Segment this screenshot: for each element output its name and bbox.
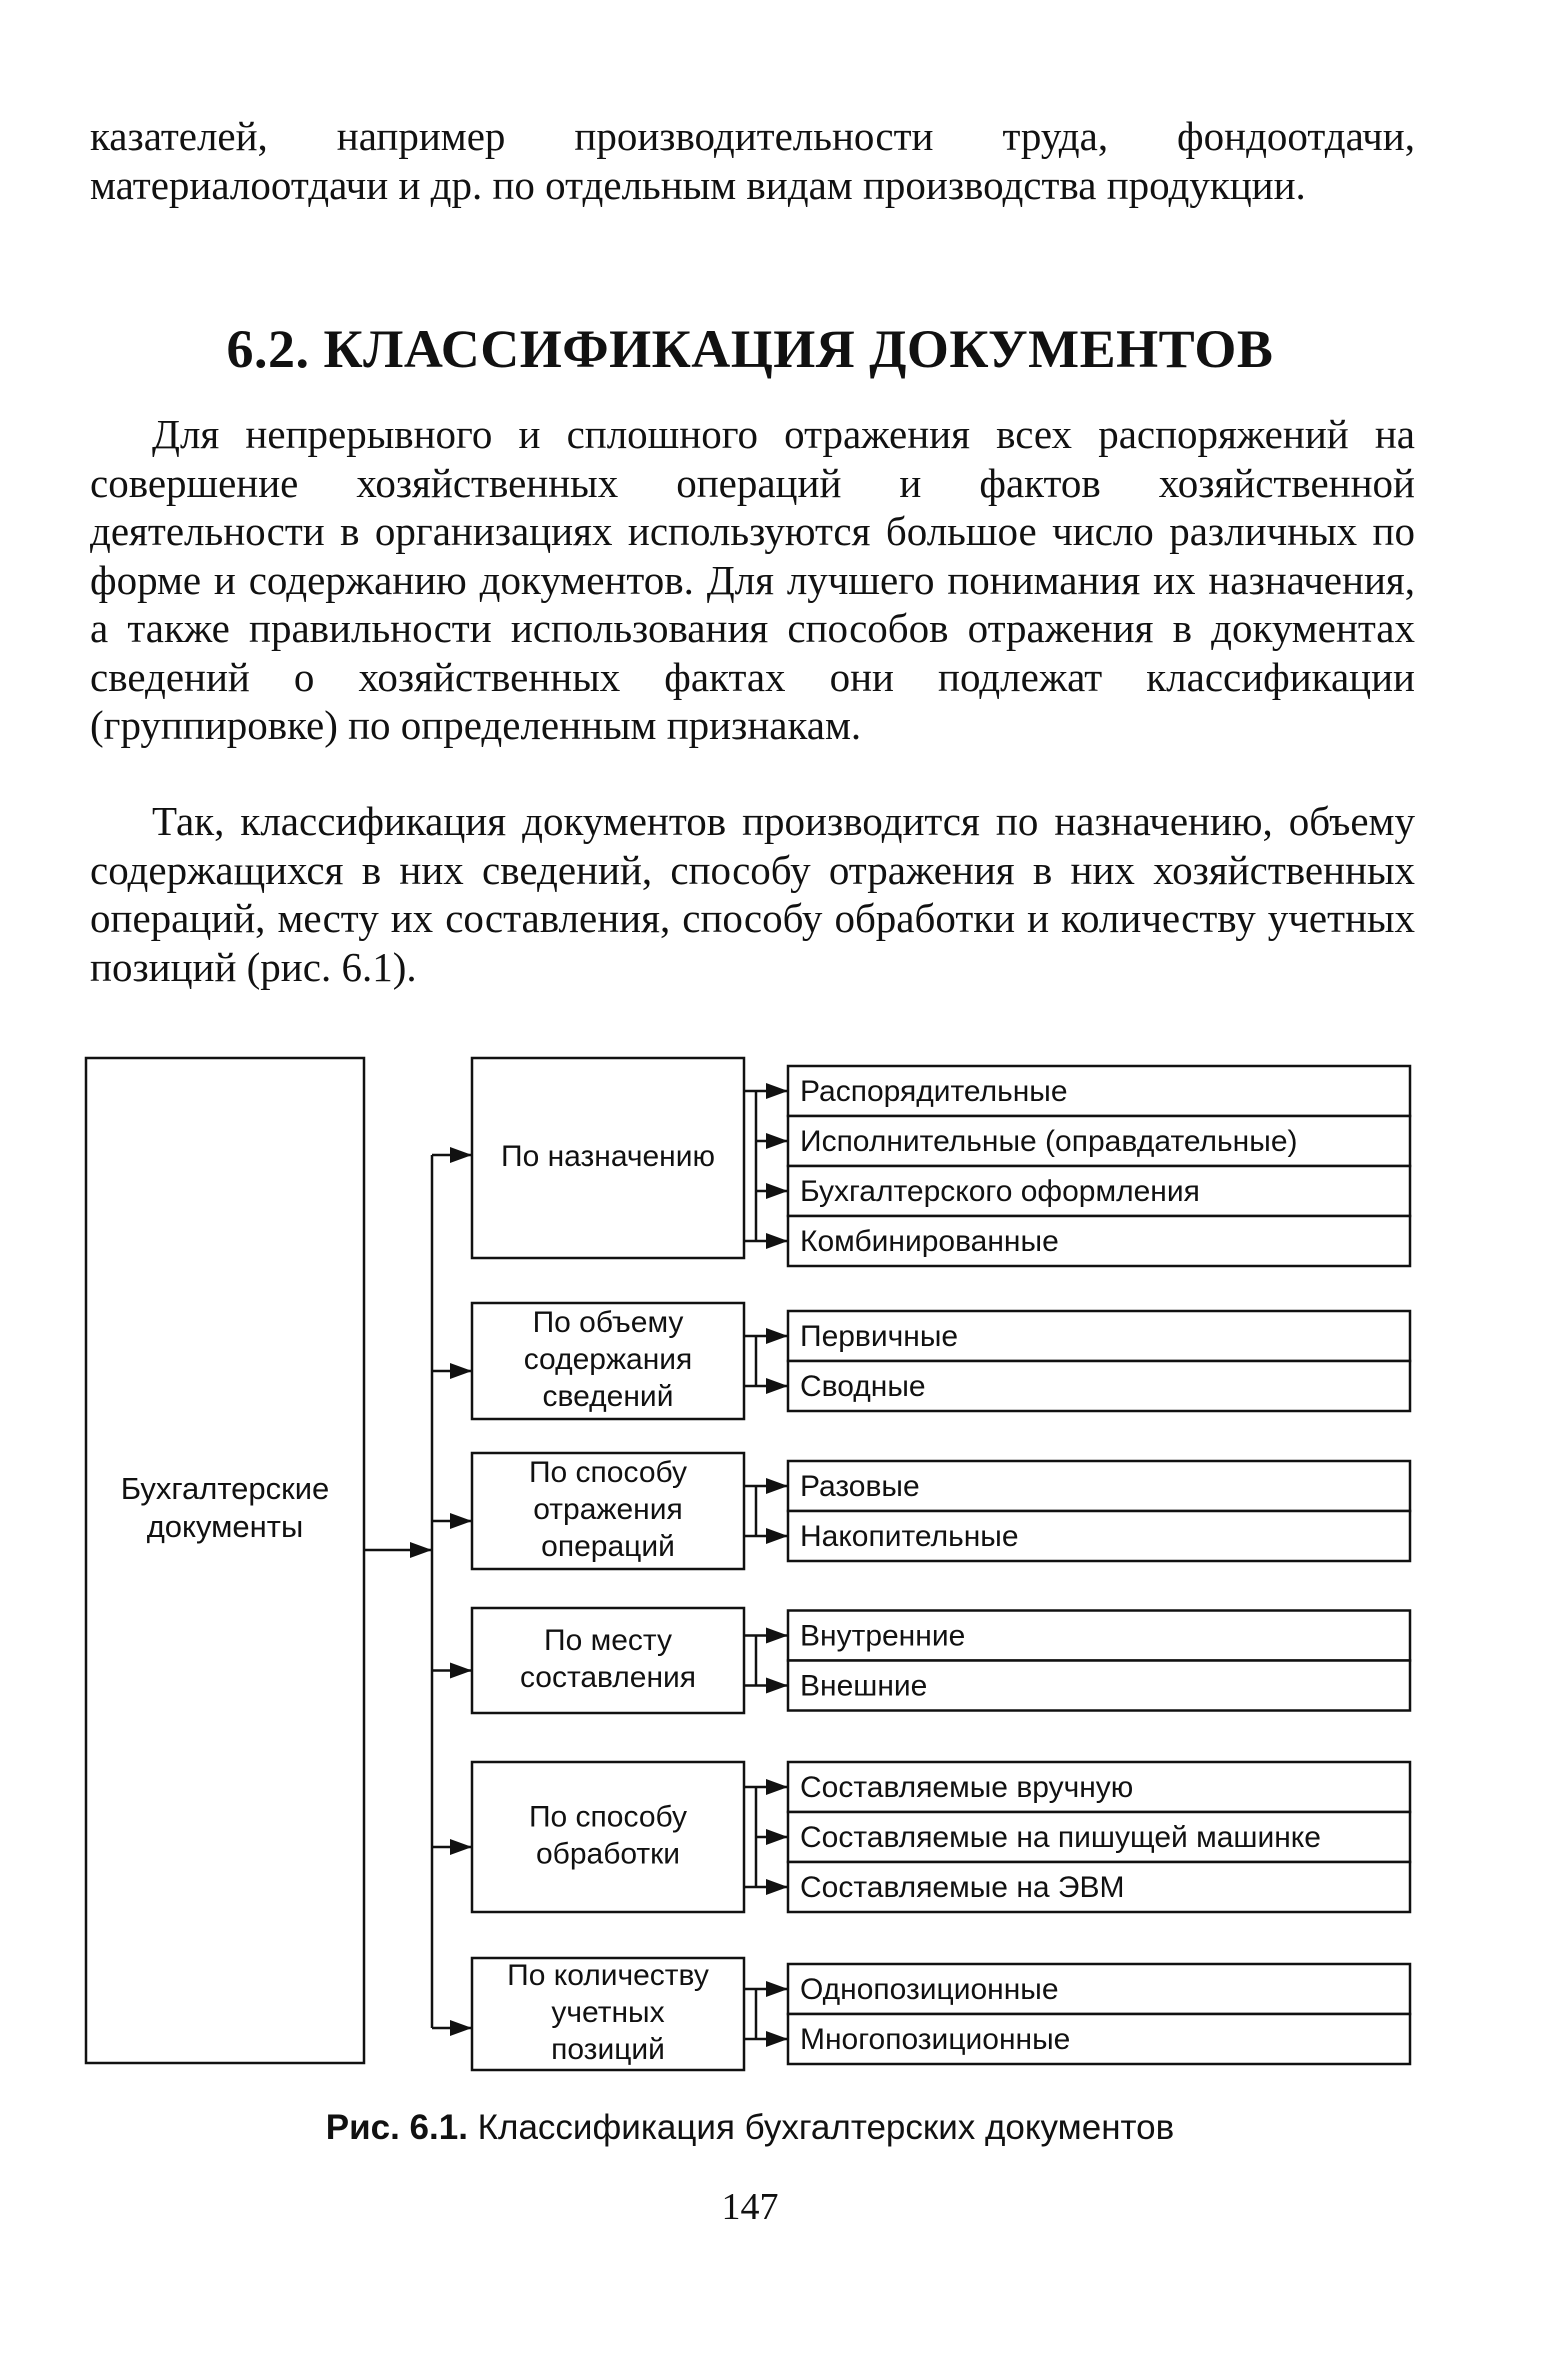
- paragraph-1: Для непрерывного и сплошного отражения всех распоряжений на совершение хозяйственных операций и фактов хозяйственной деятельности в организациях используются большое число различных по форме и содержанию документов. Для лучшего понимания их назначения, а также правильности использования способов отражения в документах сведений о хозяйственных фактах они подлежат классификации (группировке) по определенным признакам.: [90, 411, 1415, 748]
- group-3-item-1-label: Разовые: [800, 1469, 920, 1503]
- group-4-label-line-2: составления: [519, 1660, 697, 1694]
- group-3-arrow: [450, 1513, 472, 1529]
- group-6-label-line-2: учетных: [551, 1995, 665, 2029]
- group-3-item-2-arrow: [766, 1528, 788, 1544]
- group-1-item-2-label: Исполнительные (оправдательные): [800, 1124, 1298, 1158]
- group-2-item-1-arrow: [766, 1328, 788, 1344]
- group-2-label-line-3: сведений: [542, 1379, 674, 1413]
- group-6-item-2-label: Многопозиционные: [800, 2022, 1071, 2056]
- group-5-item-3-label: Составляемые на ЭВМ: [800, 1870, 1125, 1904]
- caption-text: Классификация бухгалтерских документов: [477, 2108, 1175, 2147]
- group-2-label-line-1: По объему: [532, 1305, 684, 1339]
- root-box: [86, 1058, 364, 2063]
- group-2-item-1-label: Первичные: [800, 1319, 959, 1353]
- group-4-label-line-1: По месту: [544, 1623, 672, 1657]
- group-5-label-line-1: По способу: [528, 1800, 688, 1834]
- group-6-item-1-arrow: [766, 1981, 788, 1997]
- root-label-line-2: документы: [146, 1509, 304, 1545]
- group-5-label-line-2: обработки: [535, 1837, 681, 1871]
- caption-label: Рис. 6.1.: [325, 2108, 468, 2147]
- root-connector-arrow: [410, 1542, 432, 1558]
- group-6-label-line-1: По количеству: [507, 1958, 709, 1992]
- group-1-item-2-arrow: [766, 1133, 788, 1149]
- group-4-item-1-arrow: [766, 1628, 788, 1644]
- group-4-item-1-label: Внутренние: [800, 1619, 966, 1653]
- group-1-item-1-label: Распорядительные: [800, 1074, 1068, 1108]
- paragraph-2: Так, классификация документов производится по назначению, объему содержащихся в них сведений, способу отражения в них хозяйственных операций, месту их составления, способу обработки и количеству учетных позиций (рис. 6.1).: [90, 798, 1415, 990]
- group-1-item-3-arrow: [766, 1183, 788, 1199]
- group-3-item-2-label: Накопительные: [800, 1519, 1019, 1553]
- group-2-item-2-arrow: [766, 1378, 788, 1394]
- group-1-arrow: [450, 1147, 472, 1163]
- group-5-item-1-arrow: [766, 1779, 788, 1795]
- group-3-label-line-3: операций: [541, 1529, 675, 1563]
- group-4-item-2-arrow: [766, 1678, 788, 1694]
- group-5-item-2-label: Составляемые на пишущей машинке: [800, 1820, 1321, 1854]
- group-1-item-3-label: Бухгалтерского оформления: [800, 1174, 1200, 1208]
- group-4-arrow: [450, 1663, 472, 1679]
- figure-caption: [0, 2108, 1500, 2148]
- group-3-label-line-2: отражения: [533, 1492, 683, 1526]
- root-label-line-1: Бухгалтерские: [120, 1471, 330, 1507]
- group-1-item-4-arrow: [766, 1233, 788, 1249]
- group-1-item-4-label: Комбинированные: [800, 1224, 1059, 1258]
- page-number: 147: [721, 2186, 779, 2228]
- section-title: 6.2. КЛАССИФИКАЦИЯ ДОКУМЕНТОВ: [226, 319, 1274, 379]
- group-6-item-2-arrow: [766, 2031, 788, 2047]
- group-6-arrow: [450, 2020, 472, 2036]
- group-1-label-line-1: По назначению: [501, 1139, 715, 1173]
- group-1-item-1-arrow: [766, 1083, 788, 1099]
- group-2-arrow: [450, 1363, 472, 1379]
- group-6-item-1-label: Однопозиционные: [800, 1972, 1059, 2006]
- group-5-arrow: [450, 1839, 472, 1855]
- group-2-label-line-2: содержания: [523, 1342, 693, 1376]
- group-3-label-line-1: По способу: [528, 1455, 688, 1489]
- group-6-label-line-3: позиций: [551, 2032, 665, 2066]
- group-5-item-1-label: Составляемые вручную: [800, 1770, 1134, 1804]
- group-5-item-2-arrow: [766, 1829, 788, 1845]
- group-3-item-1-arrow: [766, 1478, 788, 1494]
- group-2-item-2-label: Сводные: [800, 1369, 926, 1403]
- intro-paragraph: казателей, например производительности труда, фондоотдачи, материалоотдачи и др. по отдельным видам производства продукции.: [90, 113, 1415, 208]
- group-4-item-2-label: Внешние: [800, 1669, 928, 1703]
- group-5-item-3-arrow: [766, 1879, 788, 1895]
